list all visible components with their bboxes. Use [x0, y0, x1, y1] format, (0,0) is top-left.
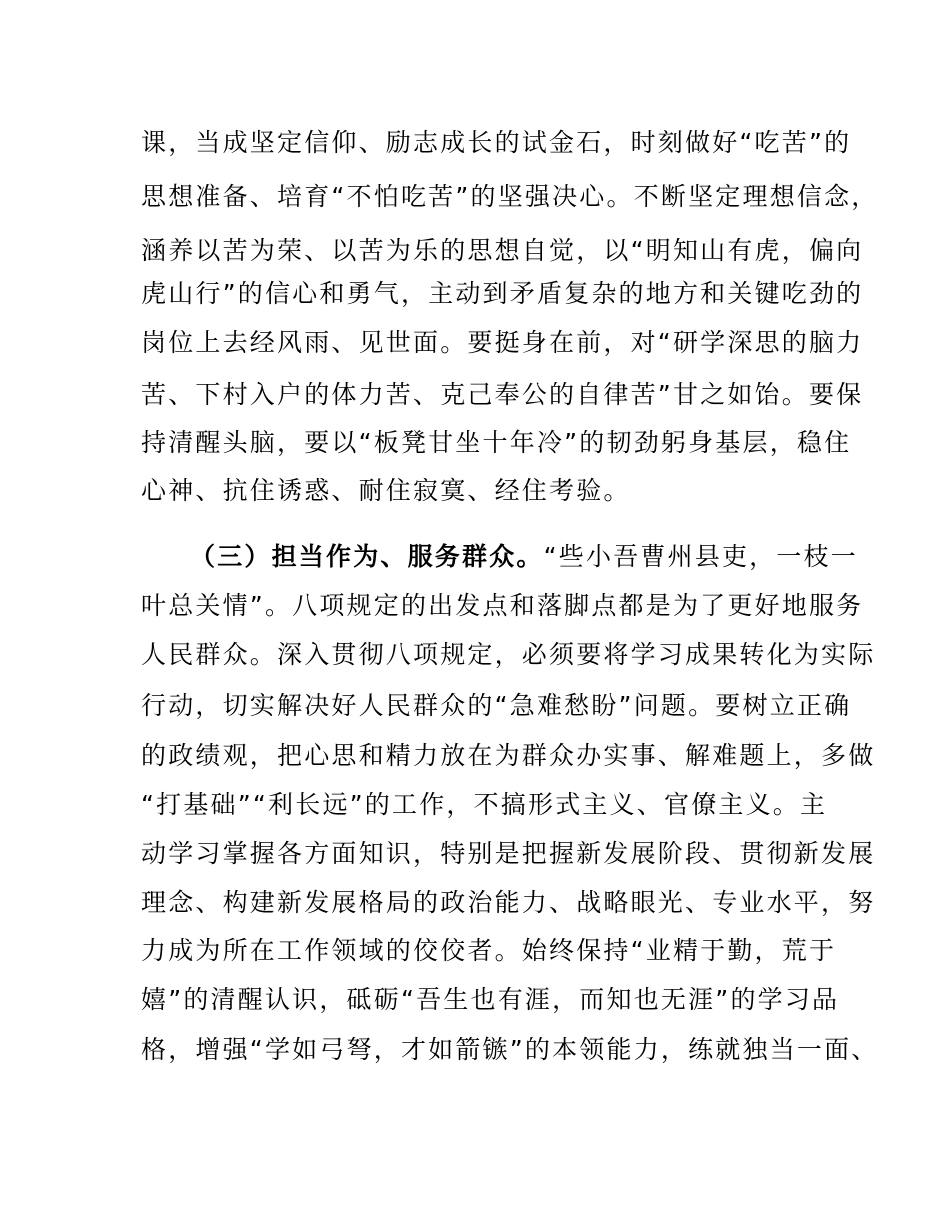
- paragraph-line: 涵养以苦为荣、以苦为乐的思想自觉，以“明知山有虎，偏向: [141, 236, 864, 265]
- paragraph-line: 力成为所在工作领域的佼佼者。始终保持“业精于勤，荒于: [141, 936, 837, 965]
- paragraph-line: 嬉”的清醒认识，砥砺“吾生也有涯，而知也无涯”的学习品: [141, 985, 840, 1014]
- paragraph-line: 岗位上去经风雨、见世面。要挺身在前，对“研学深思的脑力: [141, 328, 864, 357]
- paragraph-line: 叶总关情”。八项规定的出发点和落脚点都是为了更好地服务: [141, 591, 864, 620]
- paragraph-line: 持清醒头脑，要以“板凳甘坐十年冷”的韧劲躬身基层，稳住: [141, 428, 852, 457]
- paragraph-line: 心神、抗住诱惑、耐住寂寞、经住考验。: [141, 476, 631, 505]
- paragraph-line: 思想准备、培育“不怕吃苦”的坚强决心。不断坚定理想信念，: [141, 182, 879, 211]
- paragraph-line: 的政绩观，把心思和精力放在为群众办实事、解难题上，多做: [141, 741, 876, 770]
- paragraph-line: 人民群众。深入贯彻八项规定，必须要将学习成果转化为实际: [141, 640, 876, 669]
- paragraph-line: 课，当成坚定信仰、励志成长的试金石，时刻做好“吃苦”的: [141, 128, 852, 157]
- paragraph-line: 动学习掌握各方面知识，特别是把握新发展阶段、贯彻新发展: [141, 839, 876, 868]
- paragraph-line: 苦、下村入户的体力苦、克己奉公的自律苦”甘之如饴。要保: [141, 380, 864, 409]
- paragraph-line: 格，增强“学如弓弩，才如箭镞”的本领能力，练就独当一面、: [141, 1035, 879, 1064]
- section-first-line-text: “些小吾曹州县吏，一枝一: [543, 542, 858, 571]
- paragraph-line: 理念、构建新发展格局的政治能力、战略眼光、专业水平，努: [141, 888, 876, 917]
- section-first-line: [190, 537, 890, 577]
- paragraph-line: “打基础”“利长远”的工作，不搞形式主义、官僚主义。主: [141, 790, 828, 819]
- paragraph-line: 虎山行”的信心和勇气，主动到矛盾复杂的地方和关键吃劲的: [141, 279, 864, 308]
- paragraph-line: 行动，切实解决好人民群众的“急难愁盼”问题。要树立正确: [141, 691, 852, 720]
- section-heading: （三）担当作为、服务群众。: [190, 542, 544, 571]
